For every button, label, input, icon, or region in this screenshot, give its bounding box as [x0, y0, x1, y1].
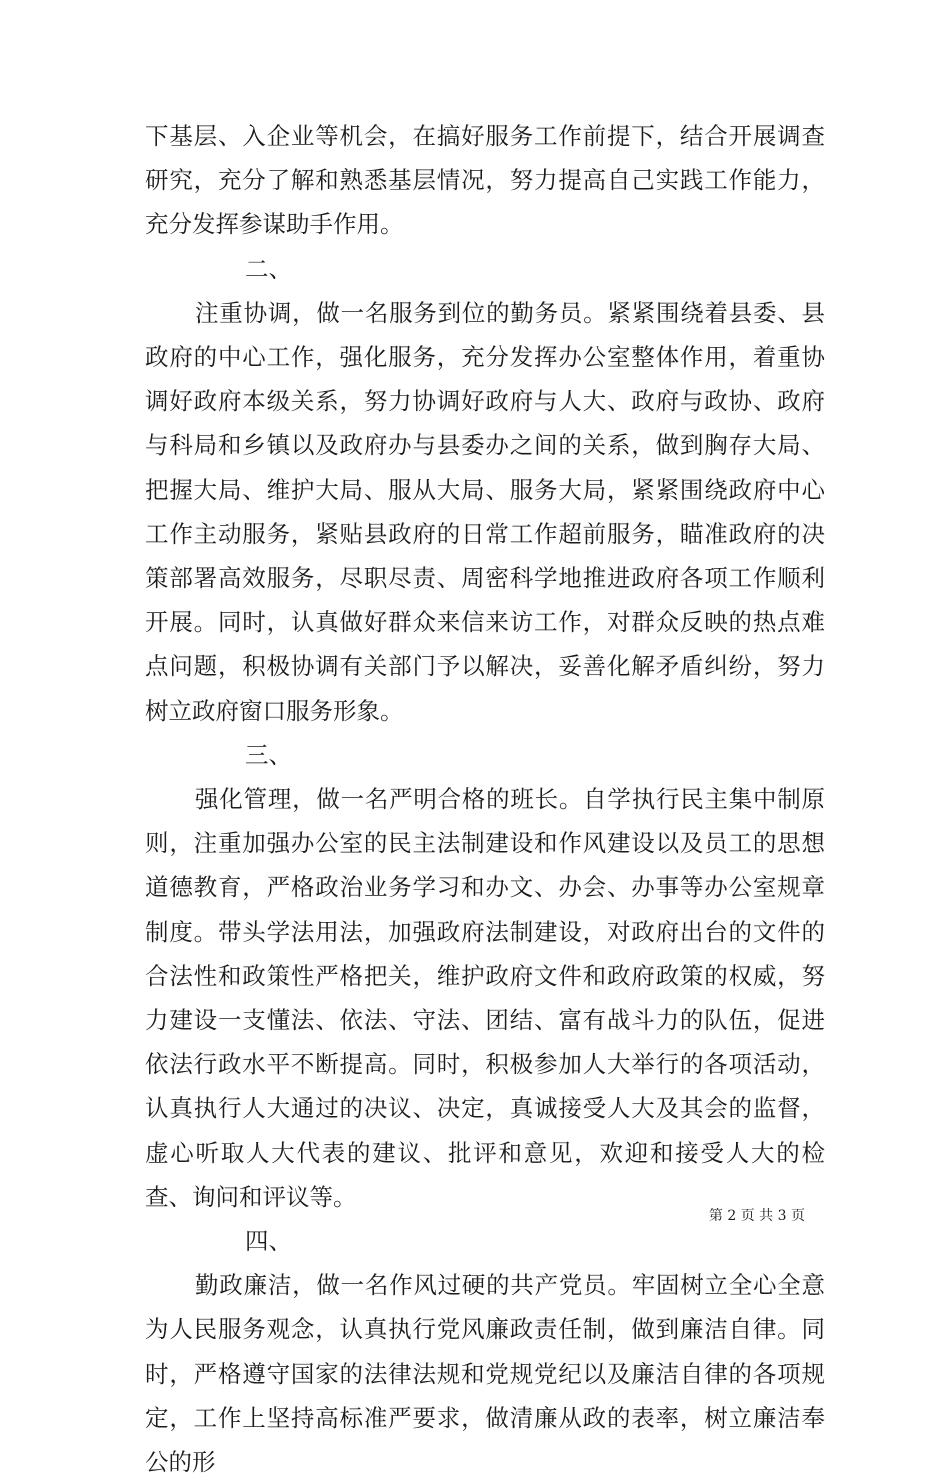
section-heading-2: 二、 — [245, 254, 292, 283]
paragraph-management: 强化管理，做一名严明合格的班长。自学执行民主集中制原则，注重加强办公室的民主法制建设和作风建设以及员工的思想道德教育，严格政治业务学习和办文、办会、办事等办公室规章制度。带头学法用法，加强政府法制建设，对政府出台的文件的合法性和政策性严格把关，维护政府文件和政府政策的权威，努力建设一支懂法、依法、守法、团结、富有战斗力的队伍，促进依法行政水平不断提高。同时，积极参加人大举行的各项活动，认真执行人大通过的决议、决定，真诚接受人大及其会的监督，虚心听取人大代表的建议、批评和意见，欢迎和接受人大的检查、询问和评议等。 — [145, 785, 825, 1211]
paragraph-coordination: 注重协调，做一名服务到位的勤务员。紧紧围绕着县委、县政府的中心工作，强化服务，充分发挥办公室整体作用，着重协调好政府本级关系，努力协调好政府与人大、政府与政协、政府与科局和乡镇以及政府办与县委办之间的关系，做到胸存大局、把握大局、维护大局、服从大局、服务大局，紧紧围绕政府中心工作主动服务，紧贴县政府的日常工作超前服务，瞄准政府的决策部署高效服务，尽职尽责、周密科学地推进政府各项工作顺利开展。同时，认真做好群众来信来访工作，对群众反映的热点难点问题，积极协调有关部门予以解决，妥善化解矛盾纠纷，努力树立政府窗口服务形象。 — [145, 298, 825, 725]
page-number-footer: 第 2 页 共 3 页 — [708, 1208, 805, 1224]
paragraph-integrity: 勤政廉洁，做一名作风过硬的共产党员。牢固树立全心全意为人民服务观念，认真执行党风廉政责任制，做到廉洁自律。同时，严格遵守国家的法律法规和党规党纪以及廉洁自律的各项规定，工作上坚持高标准严要求，做清廉从政的表率，树立廉洁奉公的形 — [145, 1271, 825, 1477]
section-heading-4: 四、 — [245, 1227, 292, 1256]
paragraph-continuation: 下基层、入企业等机会，在搞好服务工作前提下，结合开展调查研究，充分了解和熟悉基层情况，努力提高自己实践工作能力，充分发挥参谋助手作用。 — [145, 122, 825, 239]
section-heading-3: 三、 — [245, 740, 292, 769]
document-body — [145, 114, 825, 1484]
